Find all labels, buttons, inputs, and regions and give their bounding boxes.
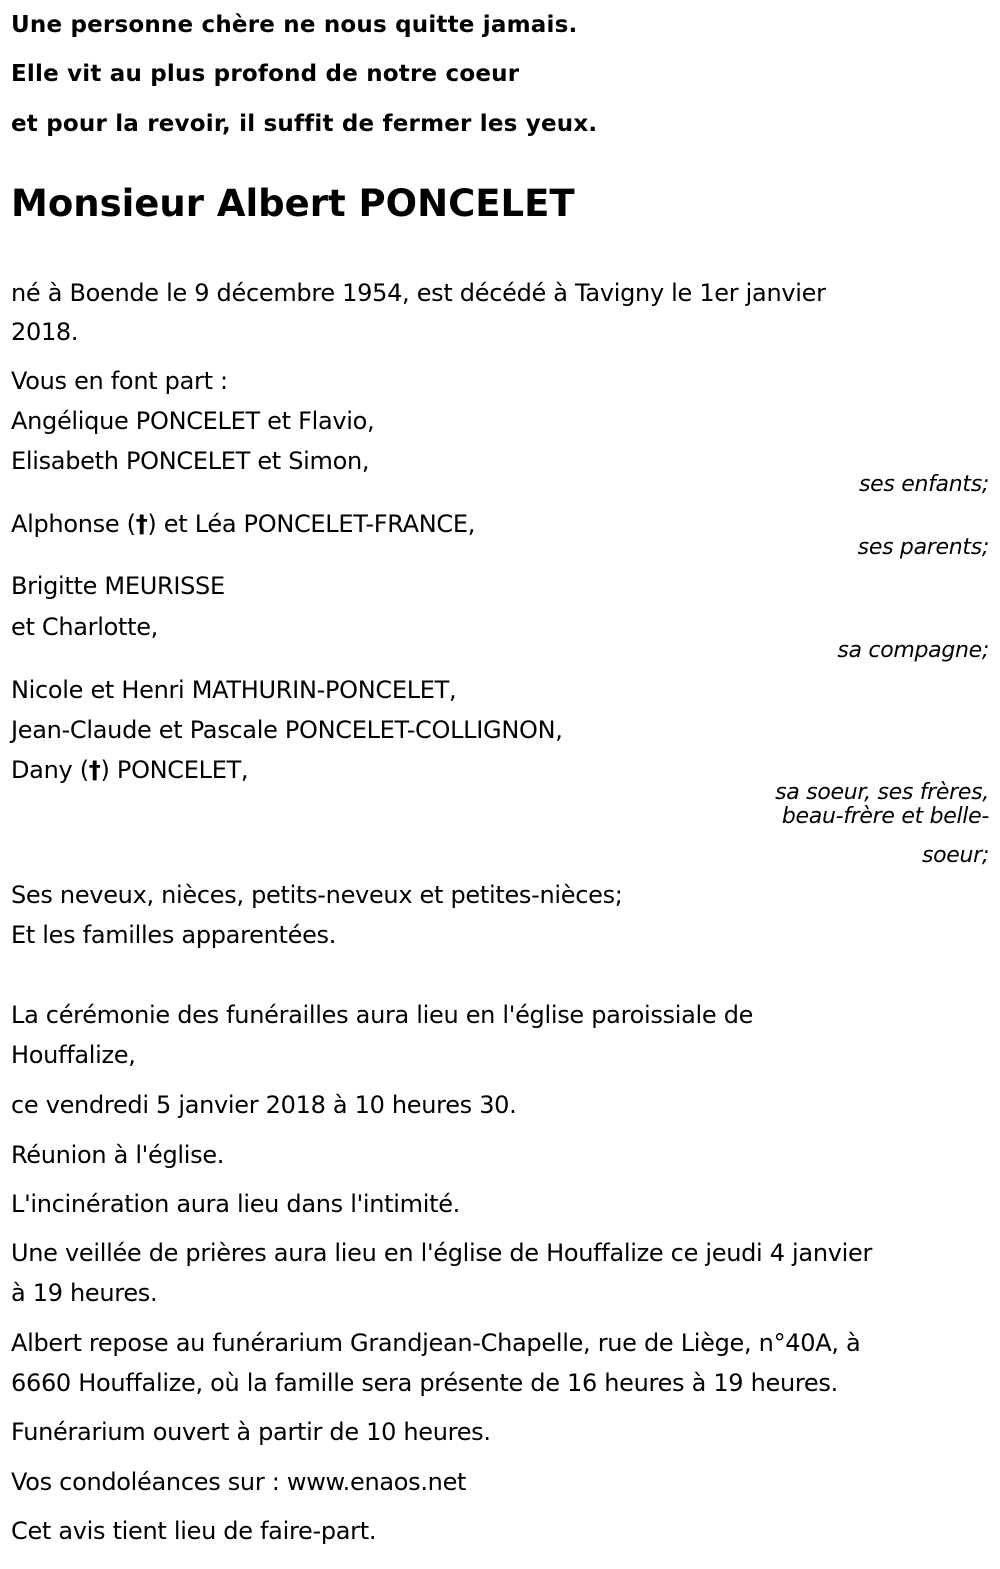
family-member: Et les familles apparentées. xyxy=(11,921,337,949)
ceremony-line: Une veillée de prières aura lieu en l'église de Houffalize ce jeudi 4 janvier xyxy=(11,1239,873,1267)
announcement-intro: Vous en font part : xyxy=(11,367,228,395)
relation-label: sa compagne; xyxy=(837,638,989,663)
relation-line: sa soeur, ses frères, xyxy=(775,780,989,805)
ceremony-line: Houffalize, xyxy=(11,1041,136,1069)
family-member: Jean-Claude et Pascale PONCELET-COLLIGNON, xyxy=(11,716,563,744)
member-name-part: ) et Léa PONCELET-FRANCE, xyxy=(147,510,476,538)
closing-line: Cet avis tient lieu de faire-part. xyxy=(11,1517,377,1545)
birth-death-line: né à Boende le 9 décembre 1954, est décédé à Tavigny le 1er janvier xyxy=(11,279,826,307)
condolences-line xyxy=(11,1468,466,1496)
family-member: Angélique PONCELET et Flavio, xyxy=(11,407,375,435)
poem-line: Une personne chère ne nous quitte jamais. xyxy=(11,12,578,38)
family-member: Brigitte MEURISSE xyxy=(11,572,225,600)
ceremony-line: Albert repose au funérarium Grandjean-Chapelle, rue de Liège, n°40A, à xyxy=(11,1329,861,1357)
relation-label xyxy=(775,781,989,829)
relation-label: ses enfants; xyxy=(858,472,989,497)
condolences-label: Vos condoléances sur : xyxy=(11,1468,287,1496)
birth-death-line: 2018. xyxy=(11,318,79,346)
poem-line: Elle vit au plus profond de notre coeur xyxy=(11,61,520,87)
family-member xyxy=(11,510,475,538)
relation-line: beau-frère et belle- xyxy=(781,804,989,829)
family-member: Ses neveux, nièces, petits-neveux et petites-nièces; xyxy=(11,881,623,909)
member-name-part: Dany ( xyxy=(11,756,89,784)
ceremony-line: 6660 Houffalize, où la famille sera présente de 16 heures à 19 heures. xyxy=(11,1369,838,1397)
condolences-link[interactable]: www.enaos.net xyxy=(286,1468,467,1496)
ceremony-line: à 19 heures. xyxy=(11,1279,158,1307)
ceremony-line: La cérémonie des funérailles aura lieu en l'église paroissiale de xyxy=(11,1001,754,1029)
poem-line: et pour la revoir, il suffit de fermer les yeux. xyxy=(11,111,598,137)
member-name-part: Alphonse ( xyxy=(11,510,136,538)
family-member: Elisabeth PONCELET et Simon, xyxy=(11,447,370,475)
relation-line: soeur; xyxy=(921,843,989,868)
member-name-part: ) PONCELET, xyxy=(100,756,249,784)
ceremony-line: ce vendredi 5 janvier 2018 à 10 heures 30. xyxy=(11,1091,517,1119)
family-member xyxy=(11,756,248,784)
relation-label: ses parents; xyxy=(857,535,989,560)
family-member: Nicole et Henri MATHURIN-PONCELET, xyxy=(11,676,457,704)
cross-icon: † xyxy=(88,756,101,784)
ceremony-line: L'incinération aura lieu dans l'intimité. xyxy=(11,1190,460,1218)
ceremony-line: Funérarium ouvert à partir de 10 heures. xyxy=(11,1418,491,1446)
ceremony-line: Réunion à l'église. xyxy=(11,1141,225,1169)
family-member: et Charlotte, xyxy=(11,613,159,641)
cross-icon: † xyxy=(135,510,148,538)
page-title: Monsieur Albert PONCELET xyxy=(11,182,575,225)
